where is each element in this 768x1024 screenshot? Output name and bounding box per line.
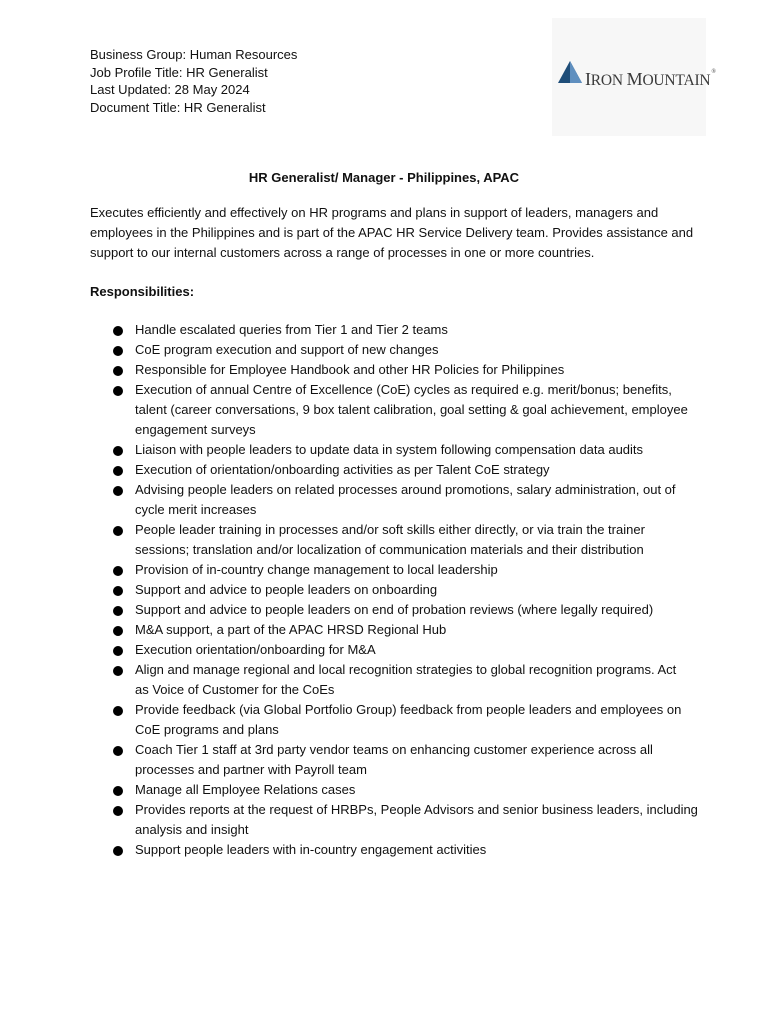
list-item-text: Liaison with people leaders to update data in system following compensation data audits	[135, 442, 644, 457]
list-item-text: processes and partner with Payroll team	[135, 762, 367, 777]
bullet-icon	[113, 366, 123, 376]
responsibilities-list	[110, 320, 698, 860]
bullet-icon	[113, 746, 123, 756]
list-item	[110, 600, 690, 620]
company-logo	[552, 18, 716, 136]
intro-paragraph	[90, 203, 700, 263]
intro-line: Executes efficiently and effectively on HR programs and plans in support of leaders, managers and	[90, 205, 659, 220]
bullet-icon	[113, 446, 123, 456]
intro-line: employees in the Philippines and is part of the APAC HR Service Delivery team. Provides assistance and	[90, 225, 694, 240]
list-item-text: talent (career conversations, 9 box talent calibration, goal setting & goal achievement, employee	[135, 402, 688, 417]
list-item-text: Provision of in-country change management to local leadership	[135, 562, 498, 577]
list-item	[110, 660, 690, 700]
bullet-icon	[113, 526, 123, 536]
list-item-text: Handle escalated queries from Tier 1 and Tier 2 teams	[135, 322, 448, 337]
list-item-text: engagement surveys	[135, 422, 256, 437]
list-item	[110, 800, 698, 840]
list-item	[110, 440, 690, 460]
bullet-icon	[113, 386, 123, 396]
list-item	[110, 340, 690, 360]
list-item-text: CoE program execution and support of new changes	[135, 342, 439, 357]
bullet-icon	[113, 326, 123, 336]
list-item-text: Support and advice to people leaders on onboarding	[135, 582, 438, 597]
list-item	[110, 840, 690, 860]
logo-wordmark: IRON MOUNTAIN®	[585, 69, 716, 89]
list-item	[110, 480, 690, 520]
list-item-text: Execution of orientation/onboarding activities as per Talent CoE strategy	[135, 462, 550, 477]
list-item-text: Coach Tier 1 staff at 3rd party vendor teams on enhancing customer experience across all	[135, 742, 653, 757]
job-profile-title: Job Profile Title: HR Generalist	[90, 64, 268, 80]
list-item-text: CoE programs and plans	[135, 722, 279, 737]
list-item-text: Execution of annual Centre of Excellence (CoE) cycles as required e.g. merit/bonus; benefits,	[135, 382, 672, 397]
list-item-text: Advising people leaders on related processes around promotions, salary administration, out of	[135, 482, 676, 497]
list-item-text: Provide feedback (via Global Portfolio Group) feedback from people leaders and employees on	[135, 702, 682, 717]
page-title: HR Generalist/ Manager - Philippines, APAC	[248, 170, 520, 185]
list-item	[110, 780, 690, 800]
list-item-text: Provides reports at the request of HRBPs, People Advisors and senior business leaders, including	[135, 802, 698, 817]
list-item-text: Manage all Employee Relations cases	[135, 782, 356, 797]
document-metadata	[90, 46, 297, 116]
bullet-icon	[113, 646, 123, 656]
bullet-icon	[113, 566, 123, 576]
list-item-text: Execution orientation/onboarding for M&A	[135, 642, 376, 657]
list-item-text: Support and advice to people leaders on end of probation reviews (where legally required)	[135, 602, 654, 617]
list-item-text: analysis and insight	[135, 822, 249, 837]
bullet-icon	[113, 806, 123, 816]
list-item-text: Responsible for Employee Handbook and other HR Policies for Philippines	[135, 362, 565, 377]
list-item	[110, 360, 690, 380]
business-group: Business Group: Human Resources	[90, 47, 298, 62]
list-item	[110, 700, 690, 740]
list-item	[110, 740, 690, 780]
list-item-text: cycle merit increases	[135, 502, 257, 517]
last-updated: Last Updated: 28 May 2024	[90, 82, 250, 97]
list-item	[110, 640, 690, 660]
list-item-text: as Voice of Customer for the CoEs	[135, 682, 335, 697]
bullet-icon	[113, 346, 123, 356]
list-item-text: Align and manage regional and local recognition strategies to global recognition programs. Act	[135, 662, 677, 677]
list-item-text: People leader training in processes and/or soft skills either directly, or via train the trainer	[135, 522, 645, 537]
list-item-text: Support people leaders with in-country engagement activities	[135, 842, 487, 857]
responsibilities-heading: Responsibilities:	[90, 284, 195, 299]
bullet-icon	[113, 486, 123, 496]
bullet-icon	[113, 786, 123, 796]
bullet-icon	[113, 586, 123, 596]
bullet-icon	[113, 846, 123, 856]
bullet-icon	[113, 606, 123, 616]
bullet-icon	[113, 706, 123, 716]
list-item	[110, 320, 690, 340]
list-item	[110, 460, 690, 480]
list-item-text: sessions; translation and/or localization of communication materials and their distribution	[135, 542, 644, 557]
list-item	[110, 380, 690, 440]
bullet-icon	[113, 626, 123, 636]
list-item-text: M&A support, a part of the APAC HRSD Regional Hub	[135, 622, 447, 637]
list-item	[110, 520, 690, 560]
list-item	[110, 580, 690, 600]
logo-triangle-icon	[557, 60, 583, 84]
bullet-icon	[113, 666, 123, 676]
document-title: Document Title: HR Generalist	[90, 99, 266, 115]
bullet-icon	[113, 466, 123, 476]
list-item	[110, 560, 690, 580]
intro-line: support to our internal customers across a range of processes in one or more countries.	[90, 245, 595, 260]
list-item	[110, 620, 690, 640]
